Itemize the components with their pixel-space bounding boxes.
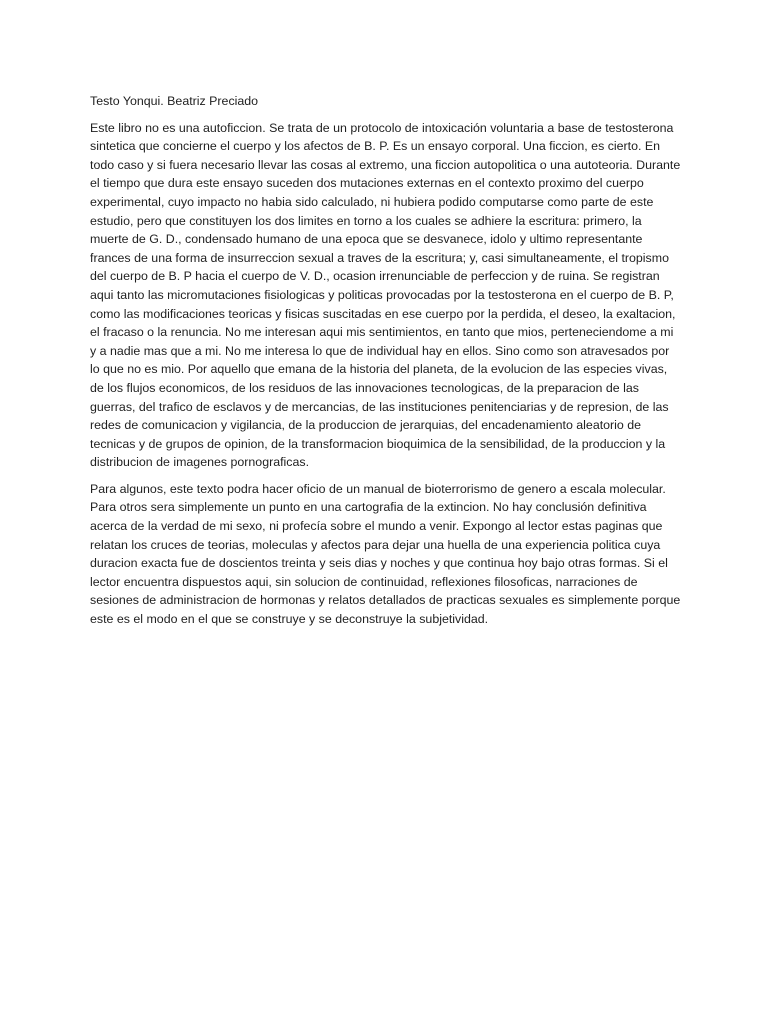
paragraph-2: Para algunos, este texto podra hacer oficio de un manual de bioterrorismo de genero a escala molecular. Para otros sera simplemente un punto en una cartografia de la extincion. No hay conclusión definitiva acerca de la verdad de mi sexo, ni profecía sobre el mundo a venir. Expongo al lector estas paginas que relatan los cruces de teorias, moleculas y afectos para dejar una huella de una experiencia politica cuya duracion exacta fue de doscientos treinta y seis dias y noches y que continua hoy bajo otras formas. Si el lector encuentra dispuestos aqui, sin solucion de continuidad, reflexiones filosoficas, narraciones de sesiones de administracion de hormonas y relatos detallados de practicas sexuales es simplemente porque este es el modo en el que se construye y se deconstruye la subjetividad. — [90, 481, 681, 627]
document-page — [90, 92, 682, 637]
paragraph-1: Este libro no es una autoficcion. Se trata de un protocolo de intoxicación voluntaria a base de testosterona sintetica que concierne el cuerpo y los afectos de B. P. Es un ensayo corporal. Una ficcion, es cierto. En todo caso y si fuera necesario llevar las cosas al extremo, una ficcion autopolitica o una autoteoria. Durante el tiempo que dura este ensayo suceden dos mutaciones externas en el contexto proximo del cuerpo experimental, cuyo impacto no habia sido calculado, ni hubiera podido computarse como parte de este estudio, pero que constituyen los dos limites en torno a los cuales se adhiere la escritura: primero, la muerte de G. D., condensado humano de una epoca que se desvanece, idolo y ultimo representante frances de una forma de insurreccion sexual a traves de la escritura; y, casi simultaneamente, el tropismo del cuerpo de B. P hacia el cuerpo de V. D., ocasion irrenunciable de perfeccion y de ruina. Se registran aqui tanto las micromutaciones fisiologicas y politicas provocadas por la testosterona en el cuerpo de B. P, como las modificaciones teoricas y fisicas suscitadas en ese cuerpo por la perdida, el deseo, la exaltacion, el fracaso o la renuncia. No me interesan aqui mis sentimientos, en tanto que mios, perteneciendome a mi y a nadie mas que a mi. No me interesa lo que de individual hay en ellos. Sino como son atravesados por lo que no es mio. Por aquello que emana de la historia del planeta, de la evolucion de las especies vivas, de los flujos economicos, de los residuos de las innovaciones tecnologicas, de la preparacion de las guerras, del trafico de esclavos y de mercancias, de las instituciones penitenciarias y de represion, de las redes de comunicacion y vigilancia, de la produccion de jerarquias, del encadenamiento aleatorio de tecnicas y de grupos de opinion, de la transformacion bioquimica de la sensibilidad, de la produccion y la distribucion de imagenes pornograficas. — [90, 120, 681, 470]
document-title: Testo Yonqui. Beatriz Preciado — [90, 94, 259, 108]
